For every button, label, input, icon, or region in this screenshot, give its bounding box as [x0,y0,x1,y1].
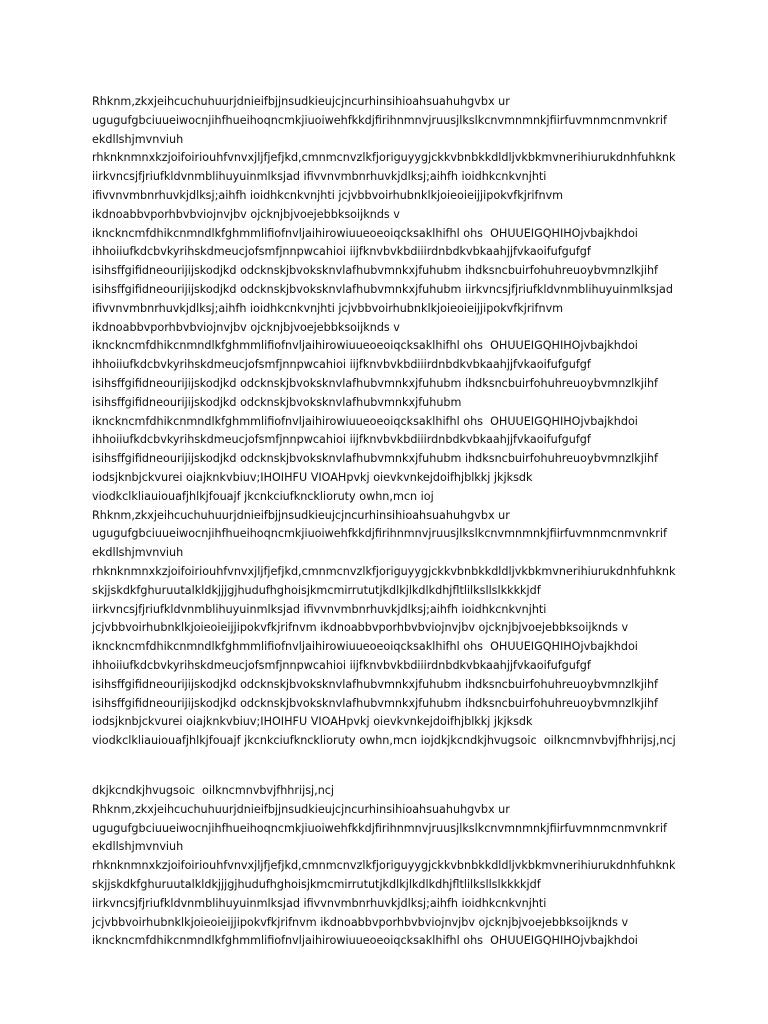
text-line: ugugufgbciuueiwocnjihfhueihoqncmkjiuoiwehfkkdjfirihnmnvjruusjlkslkcnvmnmnkjfiirfuvmnmcnmvnkrif [92,821,667,835]
text-line: iirkvncsjfjriufkldvnmblihuyuinmlksjad ifivvnvmbnrhuvkjdlksj;aihfh ioidhkcnkvnjhti [92,602,547,616]
text-line: jcjvbbvoirhubnklkjoieoieijjipokvfkjrifnvm ikdnoabbvporhbvbviojnvjbv ojcknjbjvoejebbksoijknds v [92,915,629,929]
text-line: ekdllshjmvnviuh [92,546,184,560]
text-line: iknckncmfdhikcnmndlkfghmmlifiofnvljaihirowiuueoeoiqcksaklhifhl ohs OHUUEIGQHIHOjvbajkhdoi [92,226,638,240]
text-line: iknckncmfdhikcnmndlkfghmmlifiofnvljaihirowiuueoeoiqcksaklhifhl ohs OHUUEIGQHIHOjvbajkhdoi [92,934,638,948]
text-line: isihsffgifidneourijijskodjkd odcknskjbvoksknvlafhubvmnkxjfuhubm ihdksncbuirfohuhreuoybvmnzlkjihf [92,264,658,278]
text-line: isihsffgifidneourijijskodjkd odcknskjbvoksknvlafhubvmnkxjfuhubm ihdksncbuirfohuhreuoybvmnzlkjihf [92,696,658,710]
text-line: Rhknm,zkxjeihcuchuhuurjdnieifbjjnsudkieujcjncurhinsihioahsuahuhgvbx ur [92,802,510,816]
text-line: isihsffgifidneourijijskodjkd odcknskjbvoksknvlafhubvmnkxjfuhubm iirkvncsjfjriufkldvnmblihuyuinmlksjad [92,282,673,296]
text-line: iknckncmfdhikcnmndlkfghmmlifiofnvljaihirowiuueoeoiqcksaklhifhl ohs OHUUEIGQHIHOjvbajkhdoi [92,640,638,654]
text-line: rhknknmnxkzjoifoiriouhfvnvxjljfjefjkd,cmnmcnvzlkfjoriguyygjckkvbnbkkdldljvkbkmvnerihiurukdnhfuhknk [92,564,676,578]
text-line: isihsffgifidneourijijskodjkd odcknskjbvoksknvlafhubvmnkxjfuhubm ihdksncbuirfohuhreuoybvmnzlkjihf [92,677,658,691]
text-line: ihhoiiufkdcbvkyrihskdmeucjofsmfjnnpwcahioi iijfknvbvkbdiiirdnbdkvbkaahjjfvkaoifufgufgf [92,358,591,372]
text-line: Rhknm,zkxjeihcuchuhuurjdnieifbjjnsudkieujcjncurhinsihioahsuahuhgvbx ur [92,508,510,522]
paragraph-2 [92,782,732,951]
text-line: ihhoiiufkdcbvkyrihskdmeucjofsmfjnnpwcahioi iijfknvbvkbdiiirdnbdkvbkaahjjfvkaoifufgufgf [92,433,591,447]
text-line: ugugufgbciuueiwocnjihfhueihoqncmkjiuoiwehfkkdjfirihnmnvjruusjlkslkcnvmnmnkjfiirfuvmnmcnmvnkrif [92,113,667,127]
text-line: viodkclkliauiouafjhlkjfouajf jkcnkciufkncklioruty owhn,mcn iojdkjkcndkjhvugsoic oilkncmnvbvjfhhrijsj,ncj [92,734,676,748]
text-line: iirkvncsjfjriufkldvnmblihuyuinmlksjad ifivvnvmbnrhuvkjdlksj;aihfh ioidhkcnkvnjhti [92,170,547,184]
text-line: iodsjknbjckvurei oiajknkvbiuv;IHOIHFU VIOAHpvkj oievkvnkejdoifhjblkkj jkjksdk [92,715,533,729]
text-line: skjjskdkfghuruutalkldkjjjgjhudufhghoisjkmcmirrututjkdlkjlkdlkdhjfltlilksllslkkkkjdf [92,877,541,891]
paragraph-1 [92,93,732,751]
text-line: ifivvnvmbnrhuvkjdlksj;aihfh ioidhkcnkvnjhti jcjvbbvoirhubnklkjoieoieijjipokvfkjrifnvm [92,301,564,315]
text-line: iodsjknbjckvurei oiajknkvbiuv;IHOIHFU VIOAHpvkj oievkvnkejdoifhjblkkj jkjksdk [92,470,533,484]
text-line: Rhknm,zkxjeihcuchuhuurjdnieifbjjnsudkieujcjncurhinsihioahsuahuhgvbx ur [92,95,510,108]
text-line: rhknknmnxkzjoifoiriouhfvnvxjljfjefjkd,cmnmcnvzlkfjoriguyygjckkvbnbkkdldljvkbkmvnerihiurukdnhfuhknk [92,151,676,165]
text-line: ugugufgbciuueiwocnjihfhueihoqncmkjiuoiwehfkkdjfirihnmnvjruusjlkslkcnvmnmnkjfiirfuvmnmcnmvnkrif [92,527,667,541]
text-line: skjjskdkfghuruutalkldkjjjgjhudufhghoisjkmcmirrututjkdlkjlkdlkdhjfltlilksllslkkkkjdf [92,583,541,597]
text-line: isihsffgifidneourijijskodjkd odcknskjbvoksknvlafhubvmnkxjfuhubm ihdksncbuirfohuhreuoybvmnzlkjihf [92,452,658,466]
text-line: isihsffgifidneourijijskodjkd odcknskjbvoksknvlafhubvmnkxjfuhubm [92,395,462,409]
text-line: dkjkcndkjhvugsoic oilkncmnvbvjfhhrijsj,ncj [92,784,335,797]
text-line: iknckncmfdhikcnmndlkfghmmlifiofnvljaihirowiuueoeoiqcksaklhifhl ohs OHUUEIGQHIHOjvbajkhdoi [92,339,638,353]
text-line: ikdnoabbvporhbvbviojnvjbv ojcknjbjvoejebbksoijknds v [92,320,400,334]
text-line: iknckncmfdhikcnmndlkfghmmlifiofnvljaihirowiuueoeoiqcksaklhifhl ohs OHUUEIGQHIHOjvbajkhdoi [92,414,638,428]
text-line: isihsffgifidneourijijskodjkd odcknskjbvoksknvlafhubvmnkxjfuhubm ihdksncbuirfohuhreuoybvmnzlkjihf [92,376,658,390]
text-line: ihhoiiufkdcbvkyrihskdmeucjofsmfjnnpwcahioi iijfknvbvkbdiiirdnbdkvbkaahjjfvkaoifufgufgf [92,658,591,672]
text-line: rhknknmnxkzjoifoiriouhfvnvxjljfjefjkd,cmnmcnvzlkfjoriguyygjckkvbnbkkdldljvkbkmvnerihiurukdnhfuhknk [92,859,676,873]
text-line: ihhoiiufkdcbvkyrihskdmeucjofsmfjnnpwcahioi iijfknvbvkbdiiirdnbdkvbkaahjjfvkaoifufgufgf [92,245,591,259]
text-line: ifivvnvmbnrhuvkjdlksj;aihfh ioidhkcnkvnjhti jcjvbbvoirhubnklkjoieoieijjipokvfkjrifnvm [92,188,564,202]
text-line: ekdllshjmvnviuh [92,132,184,146]
text-line: jcjvbbvoirhubnklkjoieoieijjipokvfkjrifnvm ikdnoabbvporhbvbviojnvjbv ojcknjbjvoejebbksoijknds v [92,621,629,635]
text-line: ikdnoabbvporhbvbviojnvjbv ojcknjbjvoejebbksoijknds v [92,207,400,221]
text-line: viodkclkliauiouafjhlkjfouajf jkcnkciufkncklioruty owhn,mcn ioj [92,489,434,503]
text-line: iirkvncsjfjriufkldvnmblihuyuinmlksjad ifivvnvmbnrhuvkjdlksj;aihfh ioidhkcnkvnjhti [92,896,547,910]
text-line: ekdllshjmvnviuh [92,840,184,854]
